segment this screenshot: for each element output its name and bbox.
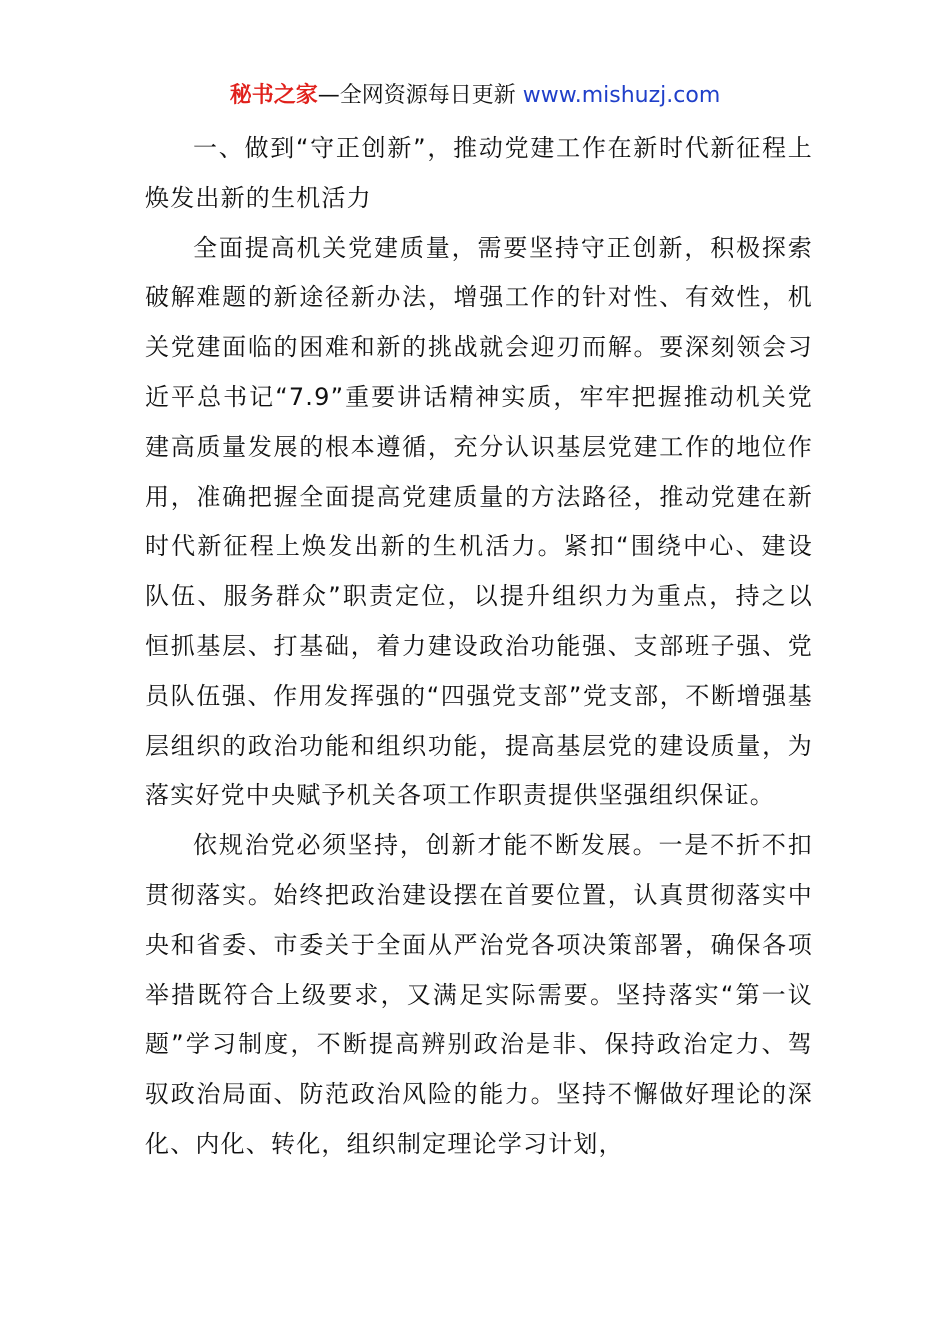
paragraph-1: 全面提高机关党建质量，需要坚持守正创新，积极探索破解难题的新途径新办法，增强工作的针对性、有效性，机关党建面临的困难和新的挑战就会迎刃而解。要深刻领会习近平总书记“7.9”重要讲话精神实质，牢牢把握推动机关党建高质量发展的根本遵循，充分认识基层党建工作的地位作用，准确把握全面提高党建质量的方法路径，推动党建在新时代新征程上焕发出新的生机活力。紧扣“围绕中心、建设队伍、服务群众”职责定位，以提升组织力为重点，持之以恒抓基层、打基础，着力建设政治功能强、支部班子强、党员队伍强、作用发挥强的“四强党支部”党支部，不断增强基层组织的政治功能和组织功能，提高基层党的建设质量，为落实好党中央赋予机关各项工作职责提供坚强组织保证。: [145, 233, 813, 810]
section-heading: 一、做到“守正创新”，推动党建工作在新时代新征程上焕发出新的生机活力: [145, 134, 813, 212]
brand-name: 秘书之家: [229, 83, 318, 108]
document-body: [145, 124, 813, 1170]
site-header: [0, 80, 950, 112]
header-tagline: —全网资源每日更新: [317, 83, 516, 108]
site-url-link[interactable]: www.mishuzj.com: [522, 83, 721, 108]
paragraph-2: 依规治党必须坚持，创新才能不断发展。一是不折不扣贯彻落实。始终把政治建设摆在首要位置，认真贯彻落实中央和省委、市委关于全面从严治党各项决策部署，确保各项举措既符合上级要求，又满足实际需要。坚持落实“第一议题”学习制度，不断提高辨别政治是非、保持政治定力、驾驭政治局面、防范政治风险的能力。坚持不懈做好理论的深化、内化、转化，组织制定理论学习计划，: [145, 831, 813, 1158]
